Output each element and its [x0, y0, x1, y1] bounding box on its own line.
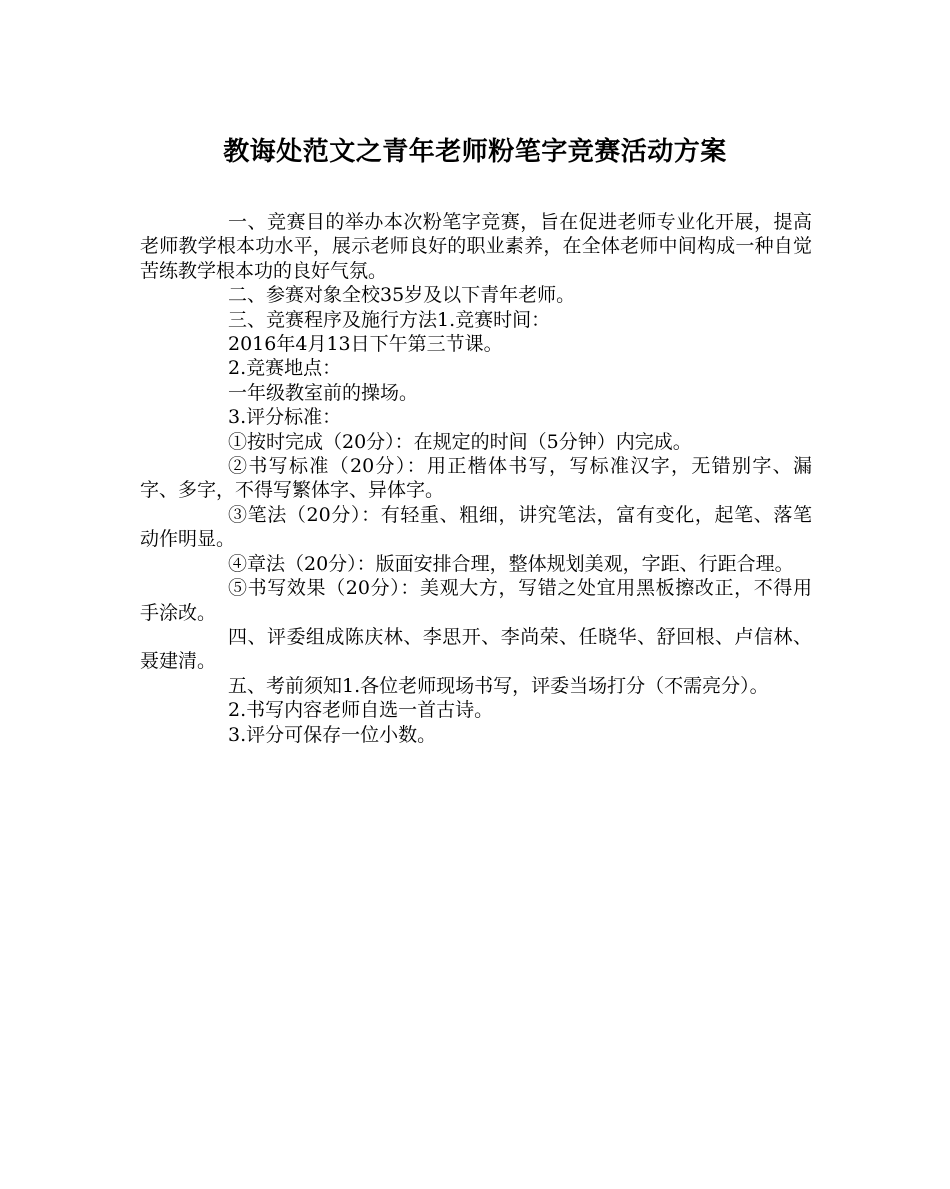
paragraph-location: 一年级教室前的操场。: [228, 381, 419, 404]
paragraph-judges: 四、评委组成陈庆林、李思开、李尚荣、任晓华、舒回根、卢信林、聂建清。: [140, 625, 812, 673]
paragraph-notice-2: 2.书写内容老师自选一首古诗。: [228, 699, 494, 722]
paragraph-criterion-3: ③笔法（20分）：有轻重、粗细，讲究笔法，富有变化，起笔、落笔动作明显。: [140, 503, 812, 551]
paragraph-criterion-5: ⑤书写效果（20分）：美观大方，写错之处宜用黑板擦改正，不得用手涂改。: [140, 577, 812, 624]
paragraph-criteria-heading: 3.评分标准：: [228, 406, 342, 429]
document-body: [140, 210, 812, 747]
paragraph-time: 2016年4月13日下午第三节课。: [228, 333, 503, 356]
paragraph-location-heading: 2.竞赛地点：: [228, 357, 342, 380]
paragraph-criterion-1: ①按时完成（20分）：在规定的时间（5分钟）内完成。: [228, 430, 692, 453]
paragraph-purpose: 一、竞赛目的举办本次粉笔字竞赛，旨在促进老师专业化开展，提高老师教学根本功水平，展示老师良好的职业素养，在全体老师中间构成一种自觉苦练教学根本功的良好气氛。: [140, 211, 812, 282]
paragraph-notice-1: 五、考前须知1.各位老师现场书写，评委当场打分（不需亮分）。: [228, 674, 769, 697]
paragraph-notice-3: 3.评分可保存一位小数。: [228, 723, 437, 746]
paragraph-criterion-4: ④章法（20分）：版面安排合理，整体规划美观，字距、行距合理。: [228, 552, 794, 575]
paragraph-procedure: 三、竞赛程序及施行方法1.竞赛时间：: [228, 308, 551, 331]
document-title: 教诲处范文之青年老师粉笔字竞赛活动方案: [223, 137, 727, 167]
paragraph-criterion-2: ②书写标准（20分）：用正楷体书写，写标准汉字，无错别字、漏字、多字，不得写繁体字、异体字。: [140, 455, 812, 502]
paragraph-participants: 二、参赛对象全校35岁及以下青年老师。: [228, 284, 576, 307]
